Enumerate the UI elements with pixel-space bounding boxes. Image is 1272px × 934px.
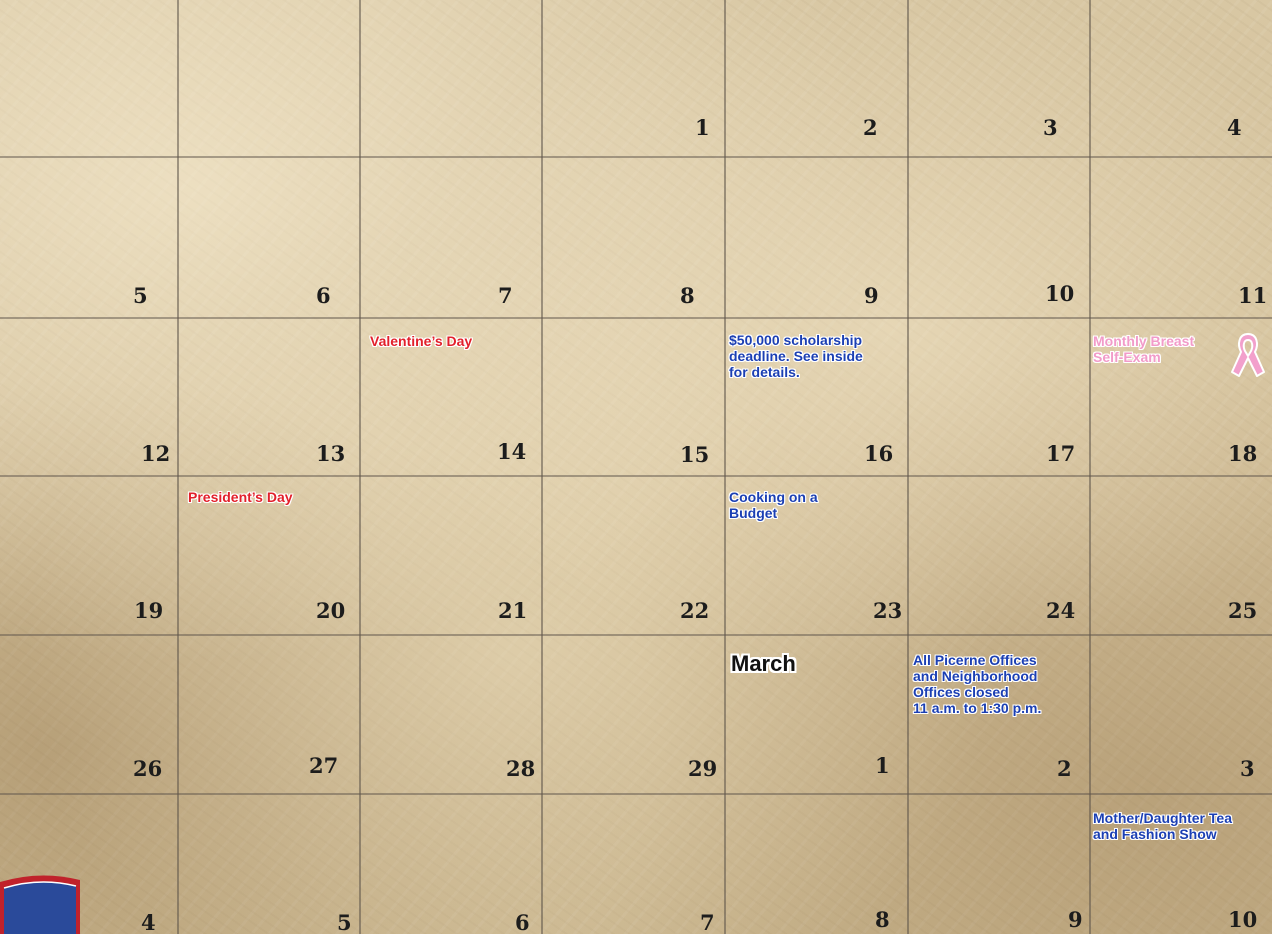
event-breast-self-exam: Monthly Breast Self-Exam bbox=[1093, 333, 1195, 365]
blue-shield-badge-icon bbox=[0, 872, 86, 934]
day-number: 6 bbox=[515, 910, 530, 934]
pink-ribbon-icon bbox=[1228, 330, 1268, 378]
event-presidents-day: President’s Day bbox=[188, 489, 293, 505]
day-number: 22 bbox=[680, 598, 710, 623]
event-mother-daughter-tea: Mother/Daughter Tea and Fashion Show bbox=[1093, 810, 1232, 842]
day-number: 24 bbox=[1046, 598, 1076, 623]
day-number: 29 bbox=[688, 756, 718, 781]
day-number: 13 bbox=[316, 441, 346, 466]
event-scholarship-deadline: $50,000 scholarship deadline. See inside for details. bbox=[729, 332, 863, 380]
day-number: 10 bbox=[1045, 281, 1075, 306]
day-number: 9 bbox=[1068, 907, 1083, 932]
day-number: 20 bbox=[316, 598, 346, 623]
day-number: 6 bbox=[316, 283, 331, 308]
day-number: 8 bbox=[680, 283, 695, 308]
day-number: 1 bbox=[875, 753, 890, 778]
day-number: 27 bbox=[309, 753, 339, 778]
day-number: 4 bbox=[1227, 115, 1242, 140]
day-number: 12 bbox=[141, 441, 171, 466]
day-number: 3 bbox=[1043, 115, 1058, 140]
day-number: 10 bbox=[1228, 907, 1258, 932]
grid-line bbox=[0, 475, 1272, 477]
day-number: 16 bbox=[864, 441, 894, 466]
day-number: 5 bbox=[133, 283, 148, 308]
day-number: 17 bbox=[1046, 441, 1076, 466]
day-number: 28 bbox=[506, 756, 536, 781]
day-number: 19 bbox=[134, 598, 164, 623]
day-number: 15 bbox=[680, 442, 710, 467]
day-number: 9 bbox=[864, 283, 879, 308]
grid-line bbox=[0, 634, 1272, 636]
day-number: 1 bbox=[695, 115, 710, 140]
grid-line bbox=[0, 156, 1272, 158]
day-number: 7 bbox=[700, 910, 715, 934]
day-number: 23 bbox=[873, 598, 903, 623]
day-number: 18 bbox=[1228, 441, 1258, 466]
month-label-march: March bbox=[731, 651, 796, 676]
day-number: 11 bbox=[1238, 283, 1268, 308]
event-cooking-on-a-budget: Cooking on a Budget bbox=[729, 489, 818, 521]
event-valentines-day: Valentine’s Day bbox=[370, 333, 473, 349]
day-number: 5 bbox=[337, 910, 352, 934]
day-number: 7 bbox=[498, 283, 513, 308]
day-number: 3 bbox=[1240, 756, 1255, 781]
grid-line bbox=[0, 793, 1272, 795]
day-number: 2 bbox=[1057, 756, 1072, 781]
day-number: 21 bbox=[498, 598, 528, 623]
day-number: 14 bbox=[497, 439, 527, 464]
day-number: 8 bbox=[875, 907, 890, 932]
day-number: 25 bbox=[1228, 598, 1258, 623]
day-number: 2 bbox=[863, 115, 878, 140]
day-number: 26 bbox=[133, 756, 163, 781]
day-number: 4 bbox=[141, 910, 156, 934]
grid-line bbox=[0, 317, 1272, 319]
event-offices-closed: All Picerne Offices and Neighborhood Offices closed 11 a.m. to 1:30 p.m. bbox=[913, 652, 1042, 716]
